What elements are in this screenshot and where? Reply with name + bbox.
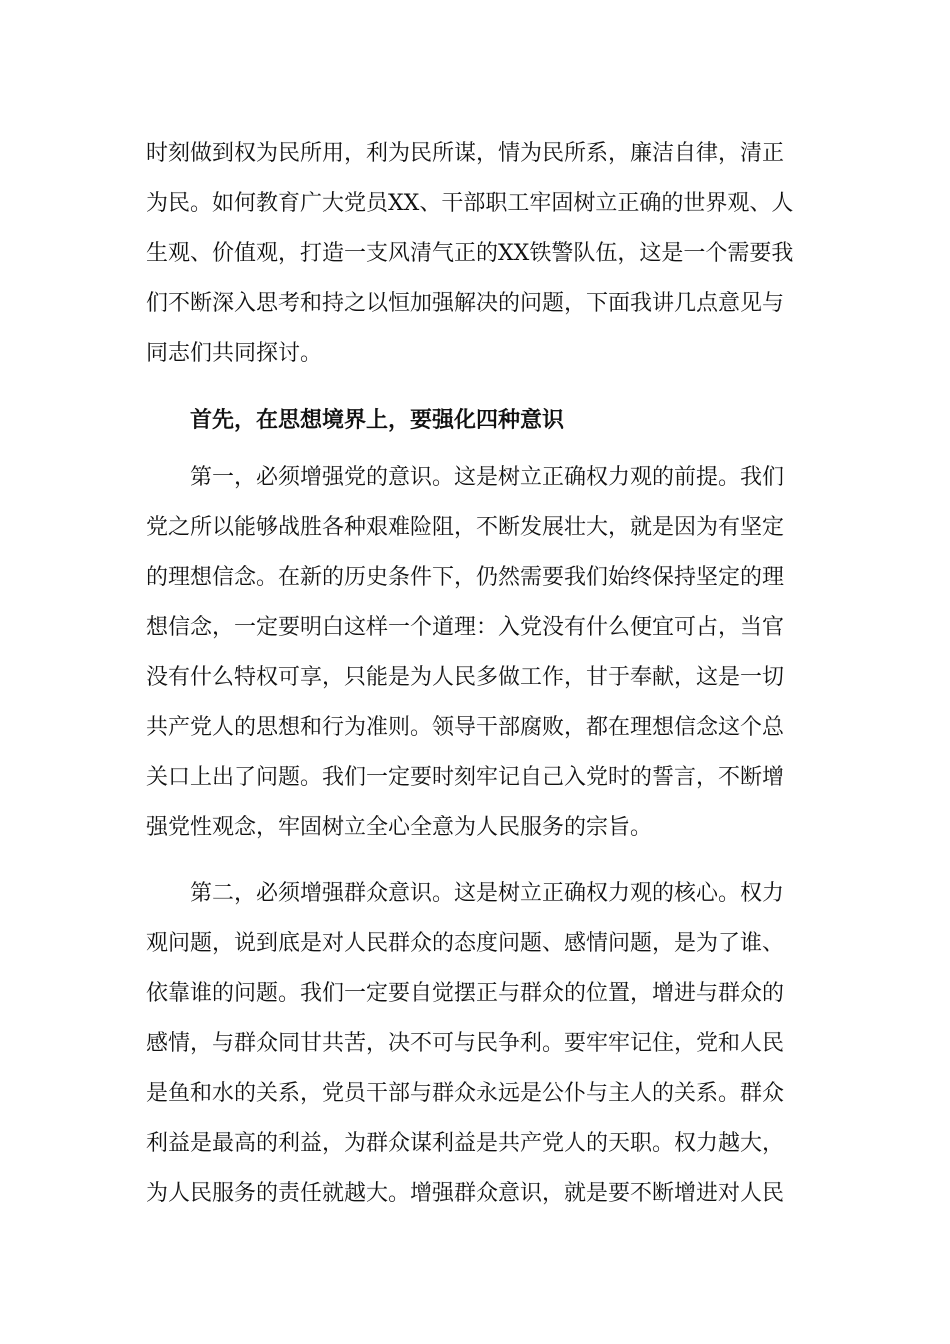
text-line: 同志们共同探讨。 — [146, 341, 323, 366]
text-line: 为人民服务的责任就越大。增强群众意识，就是要不断增进对人民 — [146, 1181, 785, 1206]
text-line: 关口上出了问题。我们一定要时刻牢记自己入党时的誓言，不断增 — [146, 765, 785, 790]
text-line: 想信念，一定要明白这样一个道理：入党没有什么便宜可占，当官 — [146, 615, 785, 640]
text-line: 生观、价值观，打造一支风清气正的XX铁警队伍，这是一个需要我 — [146, 241, 794, 266]
text-line: 第一，必须增强党的意识。这是树立正确权力观的前提。我们 — [190, 465, 785, 490]
text-line: 为民。如何教育广大党员XX、干部职工牢固树立正确的世界观、人 — [146, 191, 794, 216]
text-line: 时刻做到权为民所用，利为民所谋，情为民所系，廉洁自律，清正 — [146, 141, 785, 166]
text-line: 党之所以能够战胜各种艰难险阻，不断发展壮大，就是因为有坚定 — [146, 515, 785, 540]
text-line: 利益是最高的利益，为群众谋利益是共产党人的天职。权力越大， — [146, 1131, 785, 1156]
intro-paragraph — [146, 129, 816, 379]
text-line: 感情，与群众同甘共苦，决不可与民争利。要牢牢记住，党和人民 — [146, 1031, 785, 1056]
text-line: 是鱼和水的关系，党员干部与群众永远是公仆与主人的关系。群众 — [146, 1081, 785, 1106]
document-body — [146, 129, 816, 1219]
text-line: 观问题，说到底是对人民群众的态度问题、感情问题，是为了谁、 — [146, 931, 785, 956]
text-line: 的理想信念。在新的历史条件下，仍然需要我们始终保持坚定的理 — [146, 565, 785, 590]
section-heading: 首先，在思想境界上，要强化四种意识 — [190, 407, 565, 433]
paragraph-mass-awareness — [146, 869, 816, 1219]
text-line: 第二，必须增强群众意识。这是树立正确权力观的核心。权力 — [190, 881, 785, 906]
text-line: 没有什么特权可享，只能是为人民多做工作，甘于奉献，这是一切 — [146, 665, 785, 690]
text-line: 依靠谁的问题。我们一定要自觉摆正与群众的位置，增进与群众的 — [146, 981, 785, 1006]
paragraph-party-awareness — [146, 453, 816, 853]
text-line: 共产党人的思想和行为准则。领导干部腐败，都在理想信念这个总 — [146, 715, 785, 740]
text-line: 强党性观念，牢固树立全心全意为人民服务的宗旨。 — [146, 815, 653, 840]
text-line: 们不断深入思考和持之以恒加强解决的问题，下面我讲几点意见与 — [146, 291, 785, 316]
